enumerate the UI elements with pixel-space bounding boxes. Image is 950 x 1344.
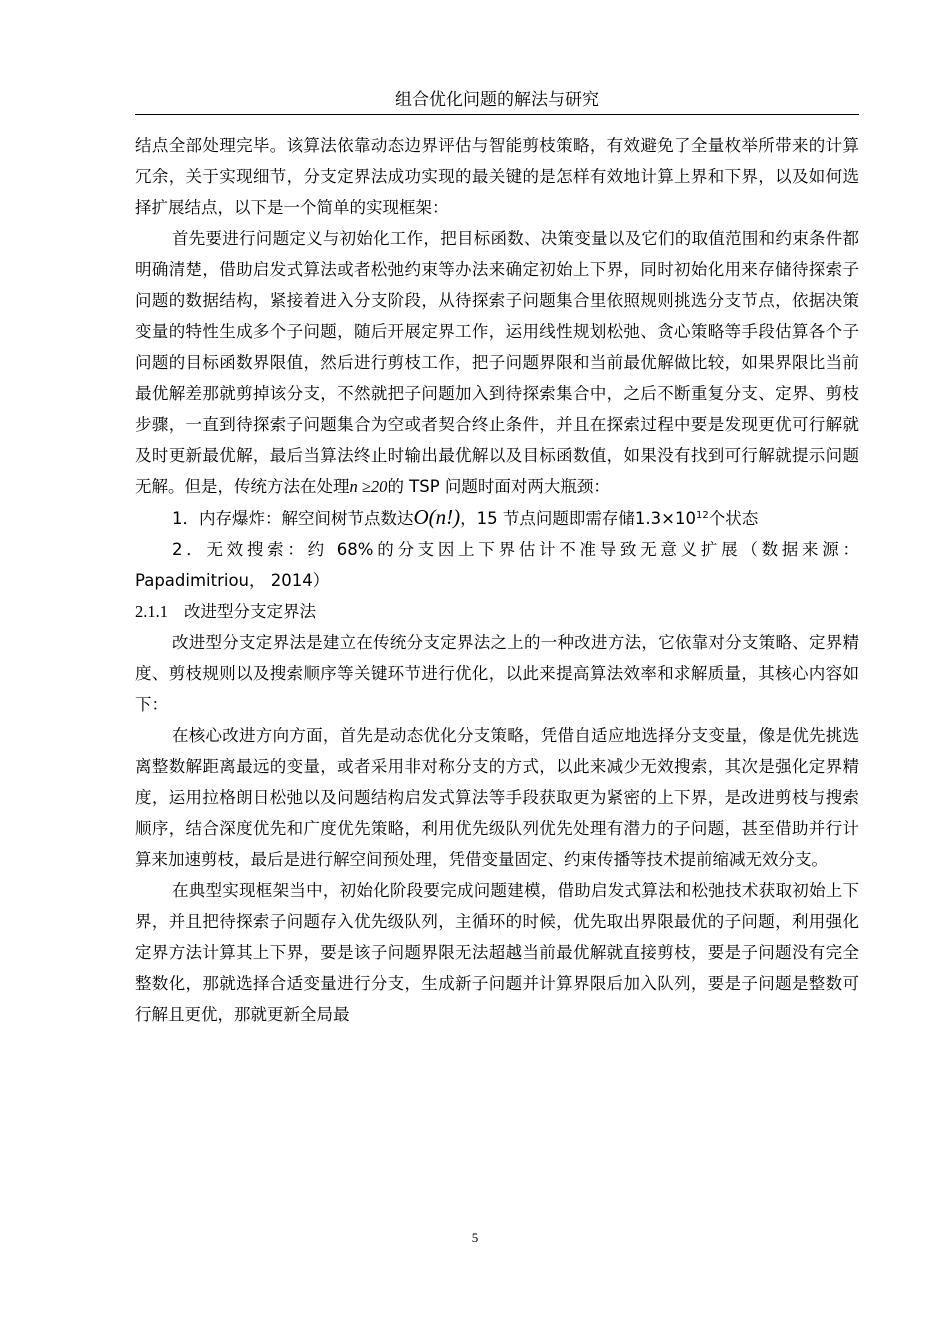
section-number: 2.1.1 xyxy=(135,602,168,621)
paragraph-text: 首先要进行问题定义与初始化工作，把目标函数、决策变量以及它们的取值范围和约束条件都明确清楚，借助启发式算法或者松弛约束等办法来确定初始上下界，同时初始化用来存储待探索子问题的数据结构，紧接着进入分支阶段，从待探索子问题集合里依照规则挑选分支节点，依据决策变量的特性生成多个子问题，随后开展定界工作，运用线性规划松弛、贪心策略等手段估算各个子问题的目标函数界限值，然后进行剪枝工作，把子问题界限和当前最优解做比较，如果界限比当前最优解差那就剪掉该分支，不然就把子问题加入到待探索集合中，之后不断重复分支、定界、剪枝步骤，一直到待探索子问题集合为空或者契合终止条件，并且在探索过程中要是发现更优可行解就及时更新最优解，最后当算法终止时输出最优解以及目标函数值，如果没有找到可行解就提示问题无解。但是，传统方法在处理 xyxy=(135,229,859,496)
paragraph-implementation-framework xyxy=(135,223,859,502)
page-number: 5 xyxy=(471,1230,479,1245)
list-item-text: 1．内存爆炸：解空间树节点数达 xyxy=(172,509,414,528)
exponent: 12 xyxy=(695,510,709,521)
paragraph-continuation: 结点全部处理完毕。该算法依靠动态边界评估与智能剪枝策略，有效避免了全量枚举所带来的计算冗余，关于实现细节，分支定界法成功实现的最关键的是怎样有效地计算上界和下界，以及如何选择扩展结点，以下是一个简单的实现框架： xyxy=(135,136,859,217)
paragraph-text-tail: 的 TSP 问题时面对两大瓶颈： xyxy=(387,477,610,496)
running-header: 组合优化问题的解法与研究 xyxy=(395,90,599,110)
paragraph-core-improvements: 在核心改进方向方面，首先是动态优化分支策略，凭借自适应地选择分支变量，像是优先挑选离整数解距离最远的变量，或者采用非对称分支的方式，以此来减少无效搜索，其次是强化定界精度，运用拉格朗日松弛以及问题结构启发式算法等手段获取更为紧密的上下界，是改进剪枝与搜索顺序，结合深度优先和广度优先策略，利用优先级队列优先处理有潜力的子问题，甚至借助并行计算来加速剪枝，最后是进行解空间预处理，凭借变量固定、约束传播等技术提前缩减无效分支。 xyxy=(135,726,859,869)
paragraph-typical-framework: 在典型实现框架当中，初始化阶段要完成问题建模，借助启发式算法和松弛技术获取初始上下界，并且把待探索子问题存入优先级队列，主循环的时候，优先取出界限最优的子问题，利用强化定界方法计算其上下界，要是该子问题界限无法超越当前最优解就直接剪枝，要是子问题没有完全整数化，那就选择合适变量进行分支，生成新子问题并计算界限后加入队列，要是子问题是整数可行解且更优，那就更新全局最 xyxy=(135,881,859,1024)
section-title: 改进型分支定界法 xyxy=(184,602,316,621)
list-item-invalid-search: 2．无效搜索：约 68%的分支因上下界估计不准导致无意义扩展（数据来源：Papadimitriou， 2014） xyxy=(135,540,859,590)
body-text xyxy=(135,130,859,1030)
list-item-text-mid: ，15 节点问题即需存储1.3×10 xyxy=(460,509,696,528)
list-item-memory-explosion xyxy=(135,502,859,534)
paragraph-improved-intro: 改进型分支定界法是建立在传统分支定界法之上的一种改进方法，它依靠对分支策略、定界精度、剪枝规则以及搜索顺序等关键环节进行优化，以此来提高算法效率和求解质量，其核心内容如下： xyxy=(135,633,859,714)
list-item-text-tail: 个状态 xyxy=(708,509,759,528)
section-heading xyxy=(135,596,859,627)
inline-math-o-n-factorial: O(n!) xyxy=(413,505,461,529)
header-rule xyxy=(135,114,859,115)
inline-math-n-ge-20: n ≥20 xyxy=(349,477,388,496)
